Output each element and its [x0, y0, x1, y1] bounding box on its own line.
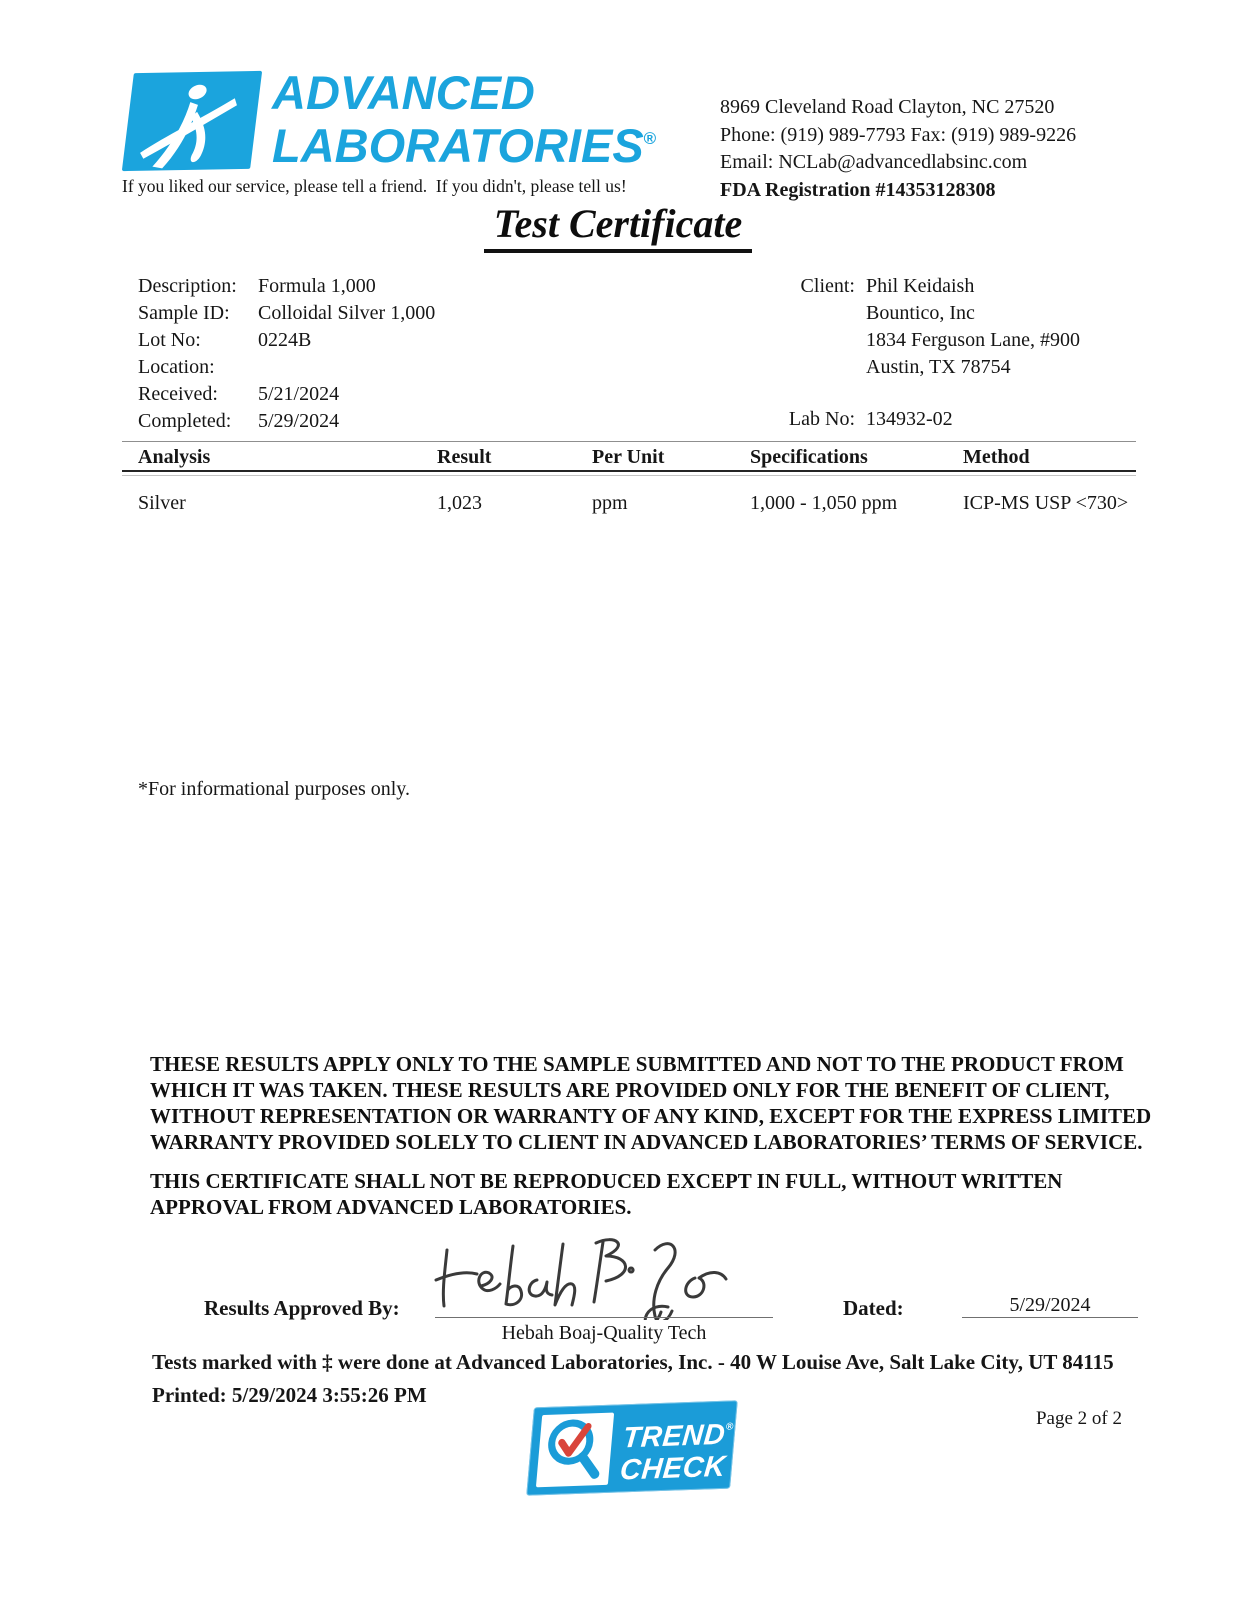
trendcheck-line-1: TREND®: [621, 1418, 735, 1455]
disclaimer-line: APPROVAL FROM ADVANCED LABORATORIES.: [150, 1195, 632, 1219]
result-row-specifications: 1,000 - 1,050 ppm: [750, 492, 898, 514]
lab-no-label: Lab No:: [788, 408, 855, 430]
registered-trademark-icon: ®: [725, 1421, 735, 1433]
lab-address: 8969 Cleveland Road Clayton, NC 27520: [720, 96, 1055, 118]
fda-registration: FDA Registration #14353128308: [720, 178, 996, 201]
result-row-method: ICP-MS USP <730>: [963, 492, 1129, 514]
signer-name: Hebah Boaj-Quality Tech: [501, 1322, 707, 1344]
table-header-method: Method: [963, 446, 1030, 468]
client-name: Phil Keidaish: [866, 275, 975, 297]
dated-value: 5/29/2024: [1009, 1294, 1091, 1316]
person-figure-icon: [122, 71, 262, 171]
trendcheck-logo: [526, 1400, 738, 1495]
sample-info-label: Sample ID:: [138, 302, 230, 324]
client-label: Client:: [800, 275, 855, 297]
printed-timestamp: Printed: 5/29/2024 3:55:26 PM: [152, 1383, 427, 1407]
lab-phone-fax: Phone: (919) 989-7793 Fax: (919) 989-9226: [720, 123, 1077, 146]
sample-info-value: Formula 1,000: [258, 275, 376, 297]
table-rule-header: [122, 470, 1136, 472]
brand-line-1: ADVANCED: [272, 66, 535, 119]
lab-no-value: 134932-02: [866, 408, 953, 430]
disclaimer-line: THESE RESULTS APPLY ONLY TO THE SAMPLE SUBMITTED AND NOT TO THE PRODUCT FROM: [150, 1052, 1124, 1076]
sample-info-label: Location:: [138, 356, 215, 378]
table-rule-top: [122, 441, 1136, 442]
date-line: [962, 1317, 1138, 1318]
brand-wordmark: [272, 66, 657, 172]
trendcheck-wordmark: [619, 1411, 735, 1486]
result-row-analysis: Silver: [138, 492, 186, 514]
disclaimer-line: THIS CERTIFICATE SHALL NOT BE REPRODUCED EXCEPT IN FULL, WITHOUT WRITTEN: [150, 1169, 1063, 1193]
table-header-result: Result: [437, 446, 492, 468]
results-approved-by-label: Results Approved By:: [204, 1296, 400, 1320]
dated-label: Dated:: [843, 1296, 904, 1320]
informational-footnote: *For informational purposes only.: [138, 778, 411, 800]
page-number: Page 2 of 2: [1035, 1408, 1122, 1429]
result-row-result: 1,023: [437, 492, 482, 514]
tests-location-note: Tests marked with ‡ were done at Advanced Laboratories, Inc. - 40 W Louise Ave, Salt Lake City, UT 84115: [152, 1350, 1114, 1374]
handwritten-signature-icon: [428, 1228, 768, 1320]
disclaimer-line: WARRANTY PROVIDED SOLELY TO CLIENT IN ADVANCED LABORATORIES’ TERMS OF SERVICE.: [150, 1130, 1143, 1154]
registered-trademark-icon: ®: [643, 129, 657, 148]
document-title-wrap: [0, 200, 1236, 253]
trendcheck-line-2: CHECK: [618, 1450, 728, 1487]
signature-image: [428, 1228, 768, 1320]
disclaimer-line: WHICH IT WAS TAKEN. THESE RESULTS ARE PROVIDED ONLY FOR THE BENEFIT OF CLIENT,: [150, 1078, 1110, 1102]
table-header-specifications: Specifications: [750, 446, 868, 468]
sample-info-value: Colloidal Silver 1,000: [258, 302, 436, 324]
disclaimer-reproduction: [150, 1168, 1062, 1220]
brand-line-2: LABORATORIES®: [272, 119, 657, 172]
sample-info-value: 5/29/2024: [258, 410, 340, 432]
sample-info-label: Lot No:: [138, 329, 201, 351]
client-street: 1834 Ferguson Lane, #900: [866, 329, 1081, 351]
disclaimer-primary: [150, 1051, 1151, 1155]
advanced-labs-logo-icon: [122, 71, 262, 171]
magnifier-check-svg: [536, 1413, 614, 1488]
sample-info-label: Received:: [138, 383, 218, 405]
magnifier-check-icon: [536, 1413, 614, 1488]
lab-email: Email: NCLab@advancedlabsinc.com: [720, 151, 1028, 173]
sample-info-value: 0224B: [258, 329, 312, 351]
table-header-per-unit: Per Unit: [592, 446, 665, 468]
sample-info-label: Description:: [138, 275, 237, 297]
document-title: Test Certificate: [484, 200, 752, 253]
service-tagline: If you liked our service, please tell a friend. If you didn't, please tell us!: [122, 176, 627, 196]
sample-info-label: Completed:: [138, 410, 232, 432]
result-row-per-unit: ppm: [592, 492, 628, 514]
table-rule-header-shadow: [122, 475, 1136, 476]
client-city: Austin, TX 78754: [866, 356, 1011, 378]
disclaimer-line: WITHOUT REPRESENTATION OR WARRANTY OF ANY KIND, EXCEPT FOR THE EXPRESS LIMITED: [150, 1104, 1152, 1128]
client-company: Bountico, Inc: [866, 302, 975, 324]
table-header-analysis: Analysis: [138, 446, 211, 468]
signature-line: [435, 1317, 773, 1318]
sample-info-value: 5/21/2024: [258, 383, 340, 405]
lab-contact-block: [720, 94, 1076, 204]
